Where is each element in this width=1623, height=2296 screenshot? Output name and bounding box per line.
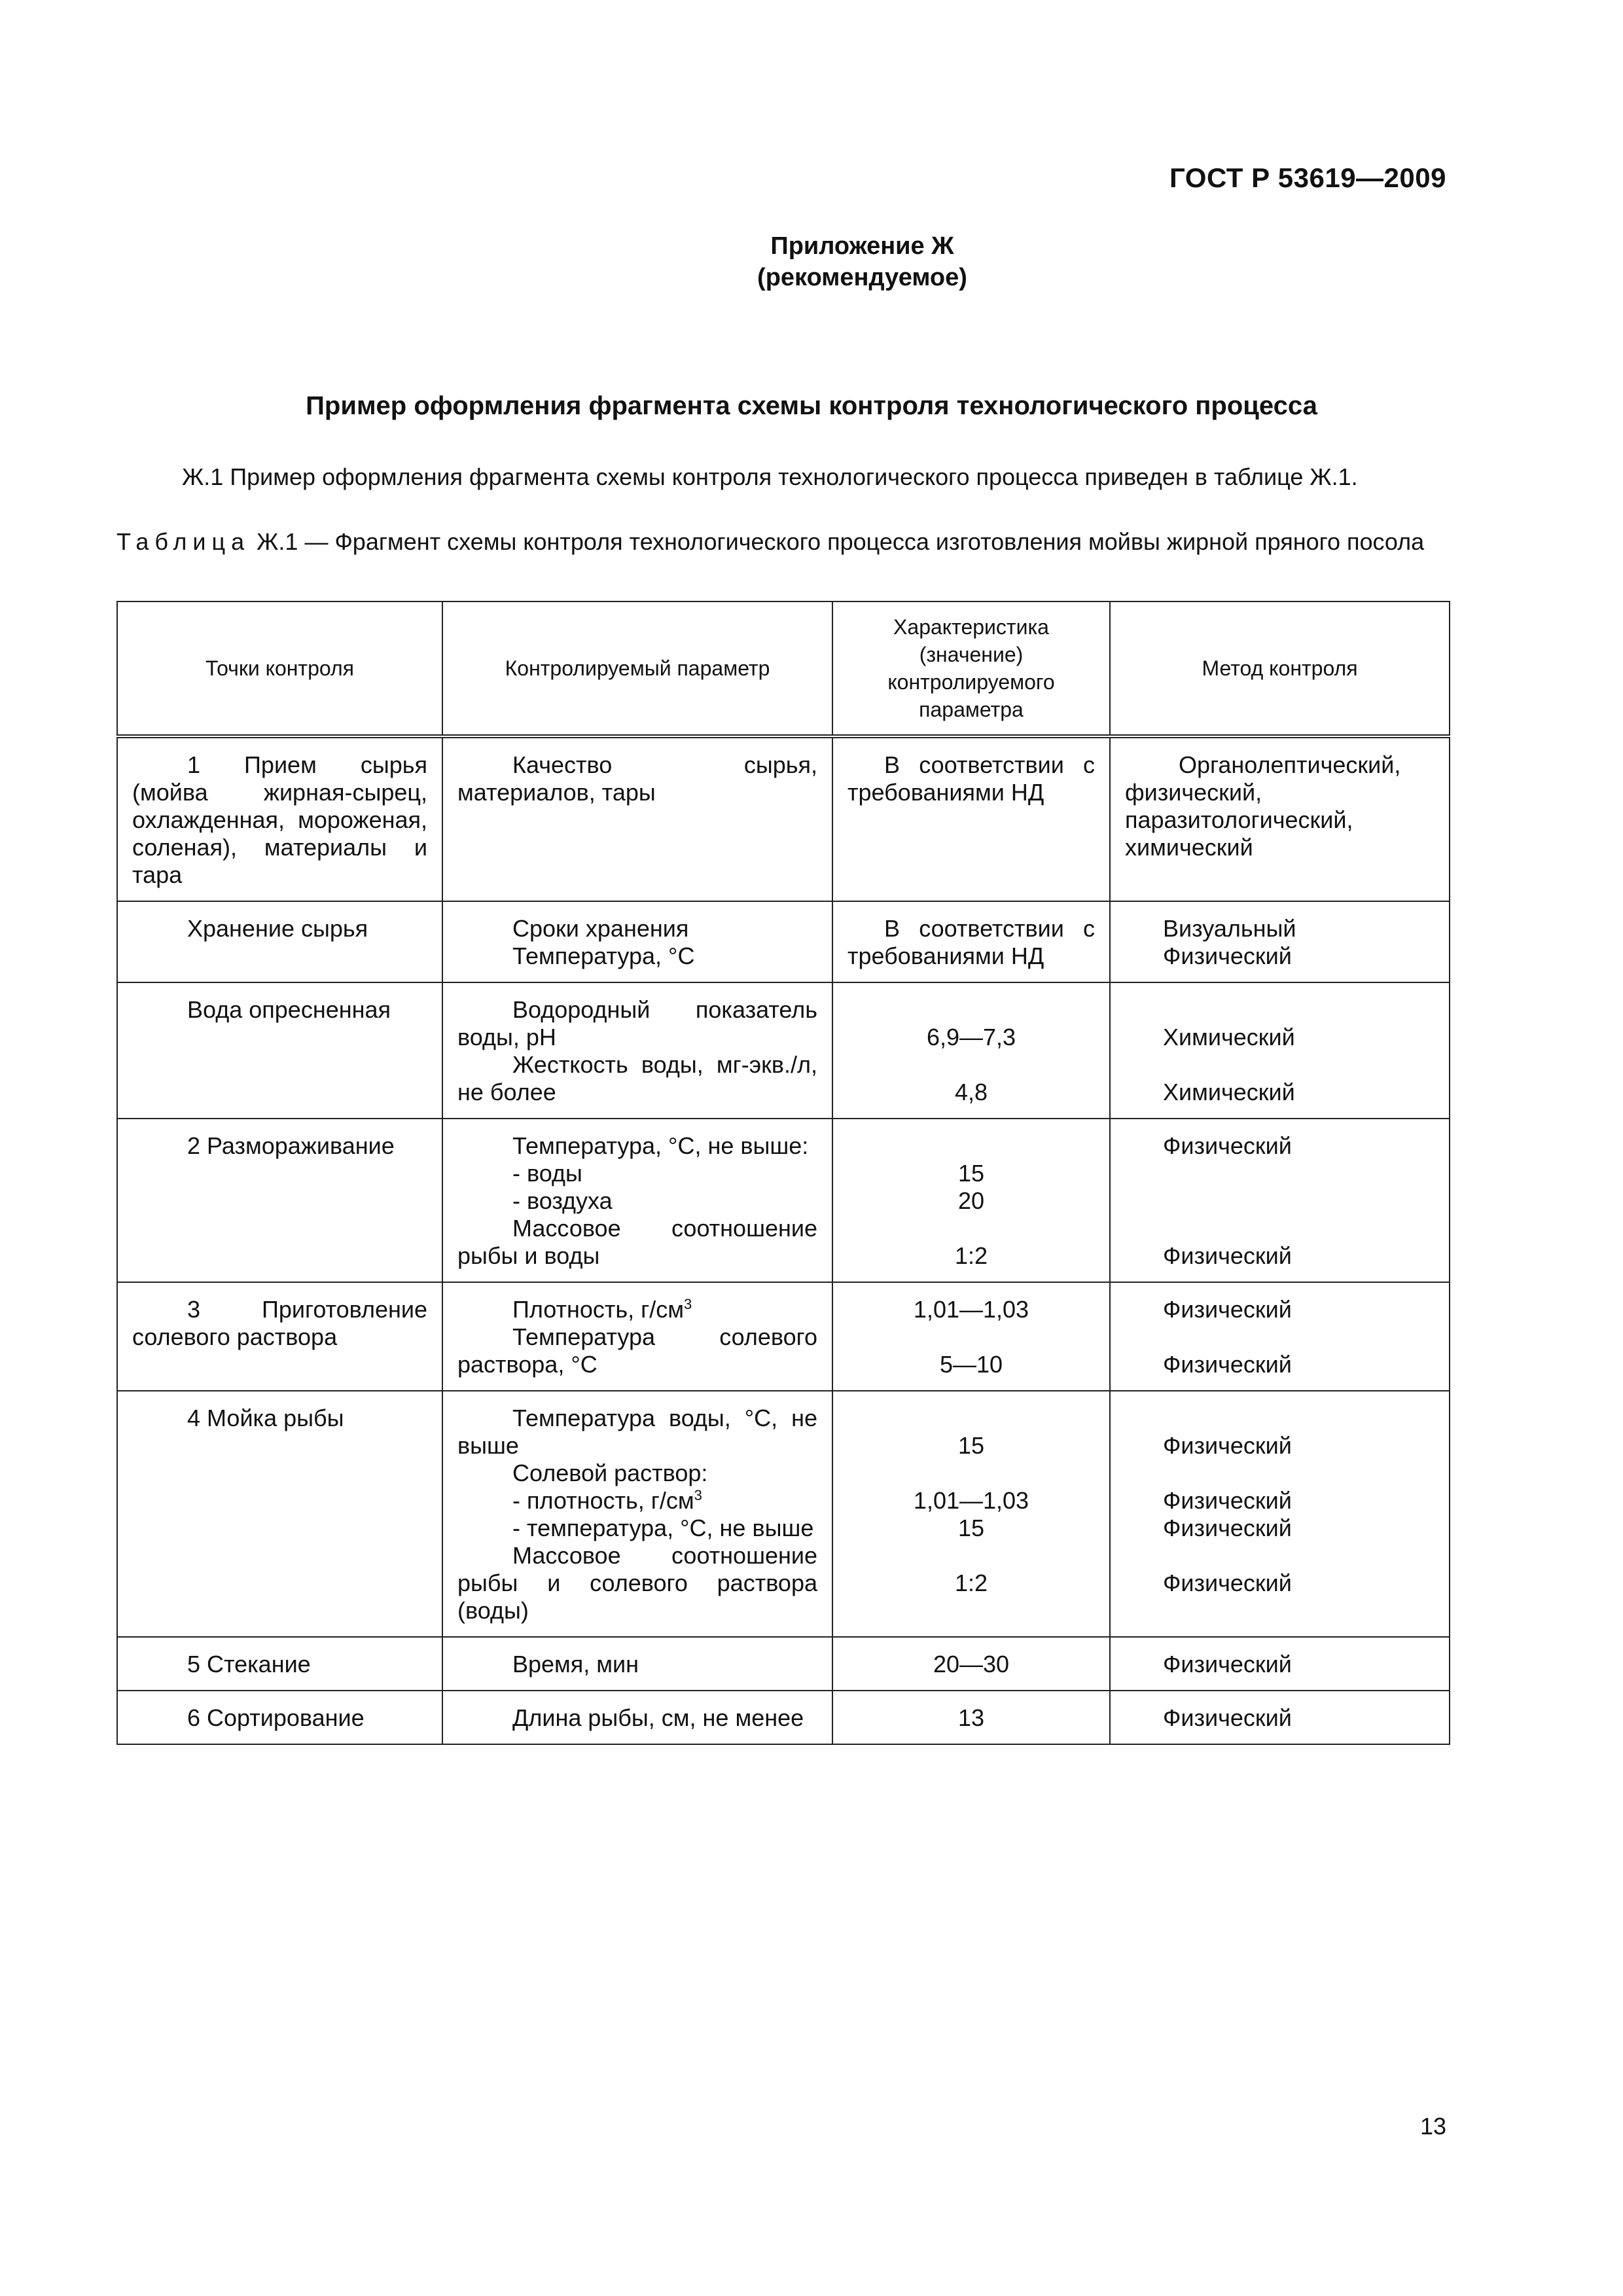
method-line [1163,1323,1435,1351]
control-method [1110,1391,1450,1637]
control-point: Вода опресненная [117,982,442,1119]
parameter-line: Температура, °С, не выше: [512,1132,809,1159]
parameter-text: - плотность, г/см [512,1487,694,1514]
value-line [847,1132,1095,1160]
value-line: 20 [957,1187,985,1214]
value-line [847,1542,1095,1570]
parameter-line: Массовое соотношение рыбы и воды [457,1215,817,1269]
header-control-method: Метод контроля [1110,601,1450,736]
table-row [117,982,1450,1119]
table-row [117,1282,1450,1391]
method-line: Физический [1163,1487,1292,1514]
parameter-line: Солевой раствор: [512,1460,708,1486]
value-line [847,1405,1095,1432]
section-heading: Пример оформления фрагмента схемы контроля технологического процесса [306,391,1317,420]
control-method [1110,1691,1450,1744]
parameter-value [832,1691,1110,1744]
parameter-value [832,982,1110,1119]
controlled-parameter [442,1391,832,1637]
control-point: Хранение сырья [117,901,442,982]
table-row [117,1691,1450,1744]
controlled-parameter [442,1637,832,1691]
control-method [1110,901,1450,982]
value-line: 4,8 [954,1079,988,1105]
header-control-points: Точки контроля [117,601,442,736]
parameter-line: Водородный показатель воды, pH [457,996,817,1050]
control-method [1110,1119,1450,1282]
method-line [1163,1160,1435,1187]
parameter-value [832,1391,1110,1637]
parameter-line [457,1487,817,1515]
value-line: 5—10 [939,1351,1003,1378]
controlled-parameter [442,1119,832,1282]
parameter-line: - воды [512,1160,582,1187]
method-line: Химический [1163,1024,1295,1050]
method-line [1163,1542,1435,1570]
table-caption-prefix: Таблица [116,528,251,555]
method-line: Визуальный [1163,915,1296,942]
control-point: 2 Размораживание [117,1119,442,1282]
controlled-parameter [442,736,832,901]
method-line: Физический [1163,1351,1292,1378]
parameter-value [832,901,1110,982]
annex-title: Приложение Ж [770,232,954,260]
table-row [117,1119,1450,1282]
control-scheme-table [116,601,1450,1745]
method-line: Органолептический, физический, паразитологический, химический [1125,751,1401,861]
method-line: Физический [1163,1432,1292,1459]
parameter-value [832,1637,1110,1691]
method-line [1163,1405,1435,1432]
value-line: В соответствии с требованиями НД [847,751,1095,806]
method-line: Физический [1163,942,1292,969]
parameter-value [832,1119,1110,1282]
control-point: 4 Мойка рыбы [117,1391,442,1637]
value-line: 1:2 [954,1570,988,1596]
method-line: Физический [1163,1704,1292,1731]
table-caption [116,528,1448,556]
parameter-line: Температура, °С [512,942,695,969]
table-row [117,901,1450,982]
controlled-parameter [442,982,832,1119]
control-point: 6 Сортирование [117,1691,442,1744]
value-line [847,1215,1095,1242]
superscript: 3 [694,1487,702,1503]
annex-status: (рекомендуемое) [757,264,967,291]
superscript: 3 [684,1296,692,1312]
parameter-text: Плотность, г/см [512,1296,685,1323]
parameter-value [832,1282,1110,1391]
control-point: 3 Приготовление солевого раствора [117,1282,442,1391]
control-method [1110,1637,1450,1691]
control-method [1110,736,1450,901]
table-caption-text: Ж.1 — Фрагмент схемы контроля технологического процесса изготовления мойвы жирной пряного посола [257,528,1425,555]
value-line: 1,01—1,03 [913,1487,1029,1514]
table-row [117,1637,1450,1691]
method-line [1163,1460,1435,1487]
control-method [1110,982,1450,1119]
controlled-parameter [442,901,832,982]
page-number: 13 [1419,2113,1446,2140]
value-line: 15 [957,1432,985,1459]
parameter-line: - температура, °С, не выше [512,1515,814,1541]
table-row [117,736,1450,901]
document-code: ГОСТ Р 53619—2009 [1169,162,1446,193]
header-controlled-parameter: Контролируемый параметр [442,601,832,736]
method-line: Физический [1163,1242,1292,1269]
method-line: Физический [1163,1515,1292,1541]
value-line [847,1323,1095,1351]
table-row [117,1391,1450,1637]
control-method [1110,1282,1450,1391]
value-line: В соответствии с требованиями НД [847,915,1095,969]
method-line: Физический [1163,1570,1292,1596]
parameter-line: Температура воды, °С, не выше [457,1405,817,1459]
table-header-row [117,601,1450,736]
parameter-line [457,1296,817,1323]
intro-paragraph: Ж.1 Пример оформления фрагмента схемы контроля технологического процесса приведен в таблице Ж.1. [182,463,1358,490]
value-line: 20—30 [933,1651,1010,1677]
parameter-line: - воздуха [512,1187,613,1214]
parameter-line: Время, мин [512,1651,639,1677]
method-line [1163,1051,1435,1079]
method-line [1163,1187,1435,1215]
value-line [847,996,1095,1024]
control-point: 1 Прием сырья (мойва жирная-сырец, охлажденная, мороженая, соленая), материалы и тара [117,736,442,901]
parameter-line: Массовое соотношение рыбы и солевого раствора (воды) [457,1542,817,1624]
annex-heading [0,230,1623,293]
parameter-line: Сроки хранения [512,915,689,942]
value-line [847,1051,1095,1079]
header-parameter-value: Характеристика (значение) контролируемого параметра [832,601,1110,736]
parameter-line: Жесткость воды, мг-экв./л, не более [457,1051,817,1105]
control-point: 5 Стекание [117,1637,442,1691]
parameter-line: Качество сырья, материалов, тары [457,751,817,806]
value-line: 1,01—1,03 [913,1296,1029,1323]
method-line [1163,996,1435,1024]
value-line: 1:2 [954,1242,988,1269]
controlled-parameter [442,1691,832,1744]
method-line [1163,1215,1435,1242]
value-line: 13 [957,1704,985,1731]
value-line: 15 [957,1515,985,1541]
method-line: Физический [1163,1296,1292,1323]
value-line [847,1460,1095,1487]
controlled-parameter [442,1282,832,1391]
method-line: Физический [1163,1132,1292,1159]
method-line: Физический [1163,1651,1292,1677]
value-line: 6,9—7,3 [926,1024,1016,1050]
parameter-value [832,736,1110,901]
value-line: 15 [957,1160,985,1187]
method-line: Химический [1163,1079,1295,1105]
parameter-line: Температура солевого раствора, °С [457,1323,817,1378]
parameter-line: Длина рыбы, см, не менее [512,1704,804,1731]
